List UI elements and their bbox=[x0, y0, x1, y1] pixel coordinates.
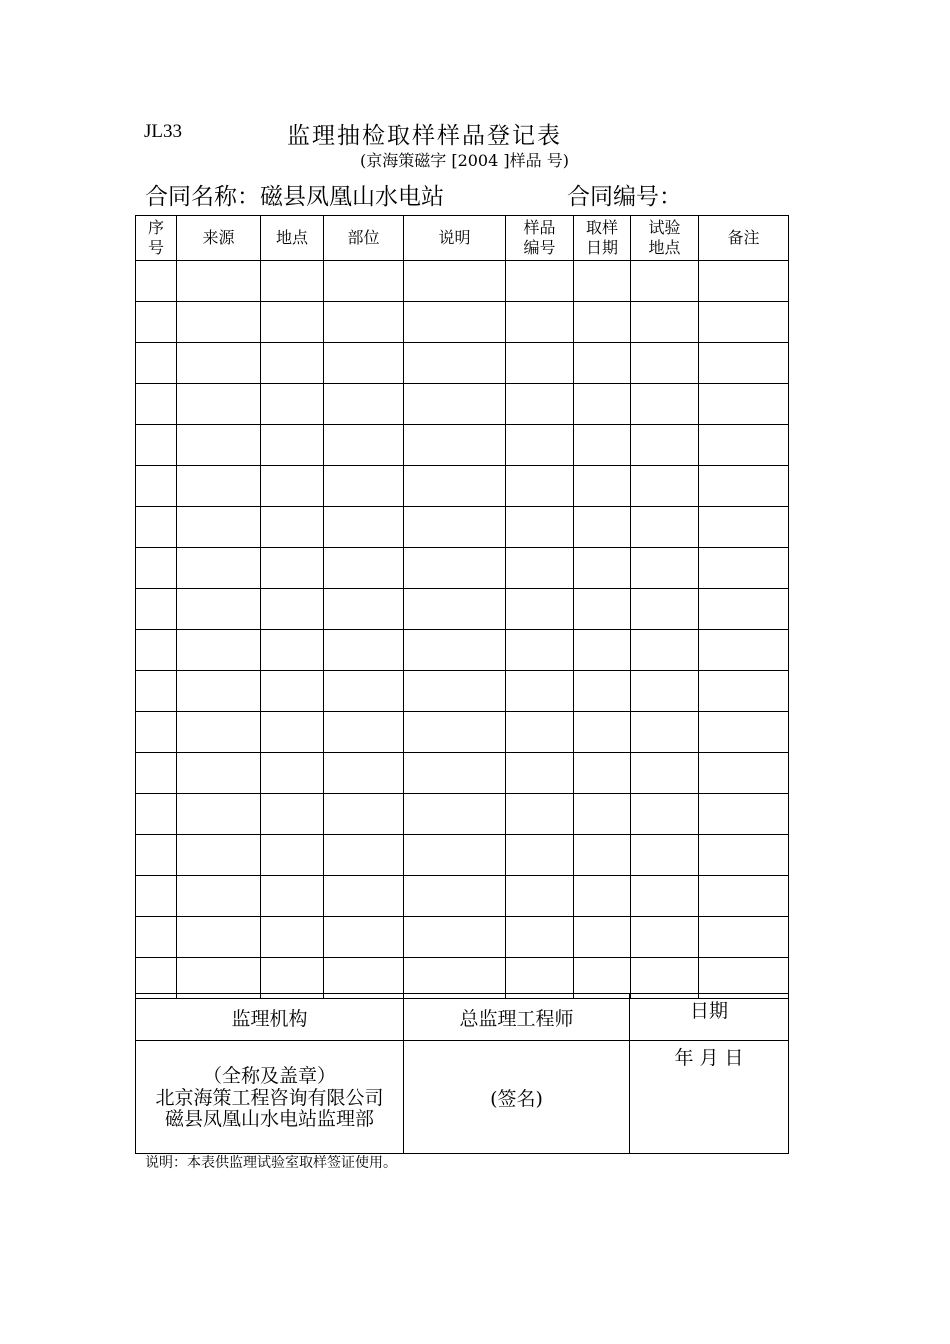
table-cell[interactable] bbox=[574, 261, 631, 302]
table-cell[interactable] bbox=[136, 589, 177, 630]
signature-table bbox=[135, 993, 789, 1154]
table-cell[interactable] bbox=[404, 712, 506, 753]
table-cell[interactable] bbox=[177, 671, 261, 712]
table-cell[interactable] bbox=[631, 876, 699, 917]
table-cell[interactable] bbox=[699, 507, 789, 548]
table-cell[interactable] bbox=[136, 917, 177, 958]
table-cell[interactable] bbox=[136, 753, 177, 794]
table-row bbox=[136, 917, 789, 958]
table-cell[interactable] bbox=[261, 876, 324, 917]
column-header-part: 部位 bbox=[324, 216, 404, 261]
table-cell[interactable] bbox=[177, 835, 261, 876]
column-header-sampling-date: 取样 日期 bbox=[574, 216, 631, 261]
table-cell[interactable] bbox=[177, 507, 261, 548]
table-cell[interactable] bbox=[404, 548, 506, 589]
table-cell[interactable] bbox=[699, 589, 789, 630]
table-row bbox=[136, 794, 789, 835]
table-cell[interactable] bbox=[261, 302, 324, 343]
table-cell[interactable] bbox=[699, 671, 789, 712]
table-cell[interactable] bbox=[506, 671, 574, 712]
table-cell[interactable] bbox=[324, 589, 404, 630]
table-cell[interactable] bbox=[136, 507, 177, 548]
table-cell[interactable] bbox=[404, 425, 506, 466]
table-cell[interactable] bbox=[324, 671, 404, 712]
table-cell[interactable] bbox=[631, 712, 699, 753]
table-cell[interactable] bbox=[699, 548, 789, 589]
table-cell[interactable] bbox=[631, 507, 699, 548]
table-cell[interactable] bbox=[177, 466, 261, 507]
table-cell[interactable] bbox=[261, 794, 324, 835]
table-cell[interactable] bbox=[136, 425, 177, 466]
table-cell[interactable] bbox=[631, 794, 699, 835]
table-cell[interactable] bbox=[261, 753, 324, 794]
table-cell[interactable] bbox=[506, 835, 574, 876]
table-cell[interactable] bbox=[404, 343, 506, 384]
sample-register-table bbox=[135, 215, 789, 999]
table-cell[interactable] bbox=[261, 712, 324, 753]
table-cell[interactable] bbox=[506, 712, 574, 753]
table-cell[interactable] bbox=[177, 425, 261, 466]
table-cell[interactable] bbox=[699, 343, 789, 384]
table-cell[interactable] bbox=[404, 671, 506, 712]
column-header-source: 来源 bbox=[177, 216, 261, 261]
table-row bbox=[136, 384, 789, 425]
table-cell[interactable] bbox=[574, 589, 631, 630]
table-cell[interactable] bbox=[324, 507, 404, 548]
table-cell[interactable] bbox=[574, 302, 631, 343]
table-row bbox=[136, 712, 789, 753]
table-cell[interactable] bbox=[404, 630, 506, 671]
table-cell[interactable] bbox=[136, 261, 177, 302]
table-cell[interactable] bbox=[324, 384, 404, 425]
date-label: 日期 bbox=[630, 994, 789, 1041]
table-cell[interactable] bbox=[574, 753, 631, 794]
table-cell[interactable] bbox=[324, 261, 404, 302]
supervision-org-label: 监理机构 bbox=[136, 994, 404, 1041]
table-cell[interactable] bbox=[261, 589, 324, 630]
table-cell[interactable] bbox=[261, 917, 324, 958]
table-cell[interactable] bbox=[631, 589, 699, 630]
table-cell[interactable] bbox=[574, 466, 631, 507]
table-cell[interactable] bbox=[261, 261, 324, 302]
table-cell[interactable] bbox=[574, 712, 631, 753]
supervision-org-cell bbox=[136, 1041, 404, 1154]
column-header-sample-number: 样品 编号 bbox=[506, 216, 574, 261]
table-row bbox=[136, 507, 789, 548]
table-cell[interactable] bbox=[574, 876, 631, 917]
table-cell[interactable] bbox=[699, 712, 789, 753]
table-cell[interactable] bbox=[177, 917, 261, 958]
column-header-test-location: 试验 地点 bbox=[631, 216, 699, 261]
table-row bbox=[136, 835, 789, 876]
table-cell[interactable] bbox=[631, 343, 699, 384]
table-cell[interactable] bbox=[177, 261, 261, 302]
table-row bbox=[136, 671, 789, 712]
table-cell[interactable] bbox=[404, 261, 506, 302]
table-cell[interactable] bbox=[177, 343, 261, 384]
table-cell[interactable] bbox=[699, 302, 789, 343]
table-cell[interactable] bbox=[177, 630, 261, 671]
table-cell[interactable] bbox=[699, 630, 789, 671]
table-cell[interactable] bbox=[631, 425, 699, 466]
table-cell[interactable] bbox=[136, 548, 177, 589]
org-fullname-note: （全称及盖章） bbox=[202, 1065, 336, 1087]
table-cell[interactable] bbox=[404, 794, 506, 835]
table-cell[interactable] bbox=[631, 466, 699, 507]
table-cell[interactable] bbox=[631, 302, 699, 343]
table-cell[interactable] bbox=[324, 794, 404, 835]
table-cell[interactable] bbox=[177, 876, 261, 917]
table-cell[interactable] bbox=[136, 712, 177, 753]
table-cell[interactable] bbox=[631, 835, 699, 876]
table-cell[interactable] bbox=[506, 302, 574, 343]
chief-engineer-label: 总监理工程师 bbox=[404, 994, 630, 1041]
table-cell[interactable] bbox=[404, 384, 506, 425]
table-cell[interactable] bbox=[404, 917, 506, 958]
table-cell[interactable] bbox=[136, 630, 177, 671]
table-cell[interactable] bbox=[404, 835, 506, 876]
table-cell[interactable] bbox=[404, 876, 506, 917]
table-cell[interactable] bbox=[404, 466, 506, 507]
table-cell[interactable] bbox=[699, 794, 789, 835]
table-cell[interactable] bbox=[136, 343, 177, 384]
table-row bbox=[136, 425, 789, 466]
table-cell[interactable] bbox=[699, 384, 789, 425]
table-cell[interactable] bbox=[261, 425, 324, 466]
contract-name-label: 合同名称：磁县凤凰山水电站 bbox=[145, 184, 444, 210]
column-header-index: 序 号 bbox=[136, 216, 177, 261]
table-cell[interactable] bbox=[324, 917, 404, 958]
table-cell[interactable] bbox=[506, 343, 574, 384]
table-cell[interactable] bbox=[177, 384, 261, 425]
table-cell[interactable] bbox=[324, 302, 404, 343]
table-cell[interactable] bbox=[404, 753, 506, 794]
table-row bbox=[136, 876, 789, 917]
table-cell[interactable] bbox=[506, 589, 574, 630]
table-cell[interactable] bbox=[404, 302, 506, 343]
table-cell[interactable] bbox=[261, 835, 324, 876]
table-cell[interactable] bbox=[574, 917, 631, 958]
table-cell[interactable] bbox=[506, 630, 574, 671]
table-cell[interactable] bbox=[574, 671, 631, 712]
table-cell[interactable] bbox=[261, 384, 324, 425]
table-cell[interactable] bbox=[574, 548, 631, 589]
table-cell[interactable] bbox=[574, 835, 631, 876]
table-cell[interactable] bbox=[324, 548, 404, 589]
column-header-remarks: 备注 bbox=[699, 216, 789, 261]
table-cell[interactable] bbox=[699, 835, 789, 876]
table-cell[interactable] bbox=[177, 712, 261, 753]
table-cell[interactable] bbox=[136, 671, 177, 712]
table-cell[interactable] bbox=[324, 712, 404, 753]
table-cell[interactable] bbox=[506, 876, 574, 917]
table-cell[interactable] bbox=[699, 425, 789, 466]
table-cell[interactable] bbox=[177, 548, 261, 589]
table-cell[interactable] bbox=[324, 835, 404, 876]
table-cell[interactable] bbox=[574, 425, 631, 466]
table-cell[interactable] bbox=[404, 507, 506, 548]
table-cell[interactable] bbox=[136, 384, 177, 425]
table-row bbox=[136, 630, 789, 671]
table-row bbox=[136, 753, 789, 794]
table-cell[interactable] bbox=[261, 466, 324, 507]
table-cell[interactable] bbox=[261, 507, 324, 548]
table-cell[interactable] bbox=[631, 671, 699, 712]
table-cell[interactable] bbox=[574, 343, 631, 384]
table-cell[interactable] bbox=[136, 876, 177, 917]
table-cell[interactable] bbox=[177, 753, 261, 794]
table-cell[interactable] bbox=[631, 630, 699, 671]
table-cell[interactable] bbox=[699, 753, 789, 794]
table-cell[interactable] bbox=[506, 507, 574, 548]
table-cell[interactable] bbox=[631, 261, 699, 302]
org-line-2: 磁县凤凰山水电站监理部 bbox=[164, 1108, 374, 1130]
table-cell[interactable] bbox=[631, 384, 699, 425]
table-cell[interactable] bbox=[136, 835, 177, 876]
column-header-description: 说明 bbox=[404, 216, 506, 261]
table-cell[interactable] bbox=[261, 671, 324, 712]
org-line-1: 北京海策工程咨询有限公司 bbox=[155, 1087, 384, 1109]
table-cell[interactable] bbox=[324, 630, 404, 671]
signature-cell[interactable]: (签名) bbox=[404, 1041, 630, 1154]
table-row bbox=[136, 548, 789, 589]
table-cell[interactable] bbox=[699, 917, 789, 958]
table-cell[interactable] bbox=[324, 425, 404, 466]
table-row bbox=[136, 302, 789, 343]
date-cell[interactable]: 年 月 日 bbox=[630, 1041, 789, 1154]
table-header-row bbox=[136, 216, 789, 261]
table-cell[interactable] bbox=[404, 589, 506, 630]
page-title: 监理抽检取样样品登记表 bbox=[287, 123, 562, 149]
table-cell[interactable] bbox=[574, 794, 631, 835]
table-cell[interactable] bbox=[506, 261, 574, 302]
table-cell[interactable] bbox=[574, 507, 631, 548]
table-cell[interactable] bbox=[506, 425, 574, 466]
table-cell[interactable] bbox=[177, 589, 261, 630]
page-subtitle: (京海策磁字 [2004 ]样品 号) bbox=[360, 151, 569, 170]
table-cell[interactable] bbox=[324, 876, 404, 917]
table-cell[interactable] bbox=[177, 302, 261, 343]
table-cell[interactable] bbox=[506, 794, 574, 835]
table-row bbox=[136, 589, 789, 630]
table-row bbox=[136, 261, 789, 302]
table-cell[interactable] bbox=[136, 302, 177, 343]
table-cell[interactable] bbox=[261, 630, 324, 671]
table-cell[interactable] bbox=[699, 466, 789, 507]
table-cell[interactable] bbox=[699, 876, 789, 917]
table-cell[interactable] bbox=[699, 261, 789, 302]
table-cell[interactable] bbox=[506, 753, 574, 794]
table-cell[interactable] bbox=[136, 794, 177, 835]
table-cell[interactable] bbox=[177, 794, 261, 835]
table-row bbox=[136, 343, 789, 384]
table-cell[interactable] bbox=[324, 343, 404, 384]
table-cell[interactable] bbox=[631, 548, 699, 589]
table-cell[interactable] bbox=[506, 466, 574, 507]
table-cell[interactable] bbox=[506, 548, 574, 589]
table-cell[interactable] bbox=[506, 384, 574, 425]
table-cell[interactable] bbox=[631, 917, 699, 958]
table-cell[interactable] bbox=[324, 753, 404, 794]
table-cell[interactable] bbox=[261, 548, 324, 589]
table-cell[interactable] bbox=[631, 753, 699, 794]
form-code: JL33 bbox=[144, 121, 182, 142]
table-cell[interactable] bbox=[574, 384, 631, 425]
table-cell[interactable] bbox=[261, 343, 324, 384]
column-header-location: 地点 bbox=[261, 216, 324, 261]
contract-number-label: 合同编号： bbox=[567, 184, 682, 210]
table-cell[interactable] bbox=[324, 466, 404, 507]
table-cell[interactable] bbox=[136, 466, 177, 507]
footer-note: 说明：本表供监理试验室取样签证使用。 bbox=[145, 1155, 397, 1171]
table-row bbox=[136, 466, 789, 507]
table-cell[interactable] bbox=[506, 917, 574, 958]
table-cell[interactable] bbox=[574, 630, 631, 671]
